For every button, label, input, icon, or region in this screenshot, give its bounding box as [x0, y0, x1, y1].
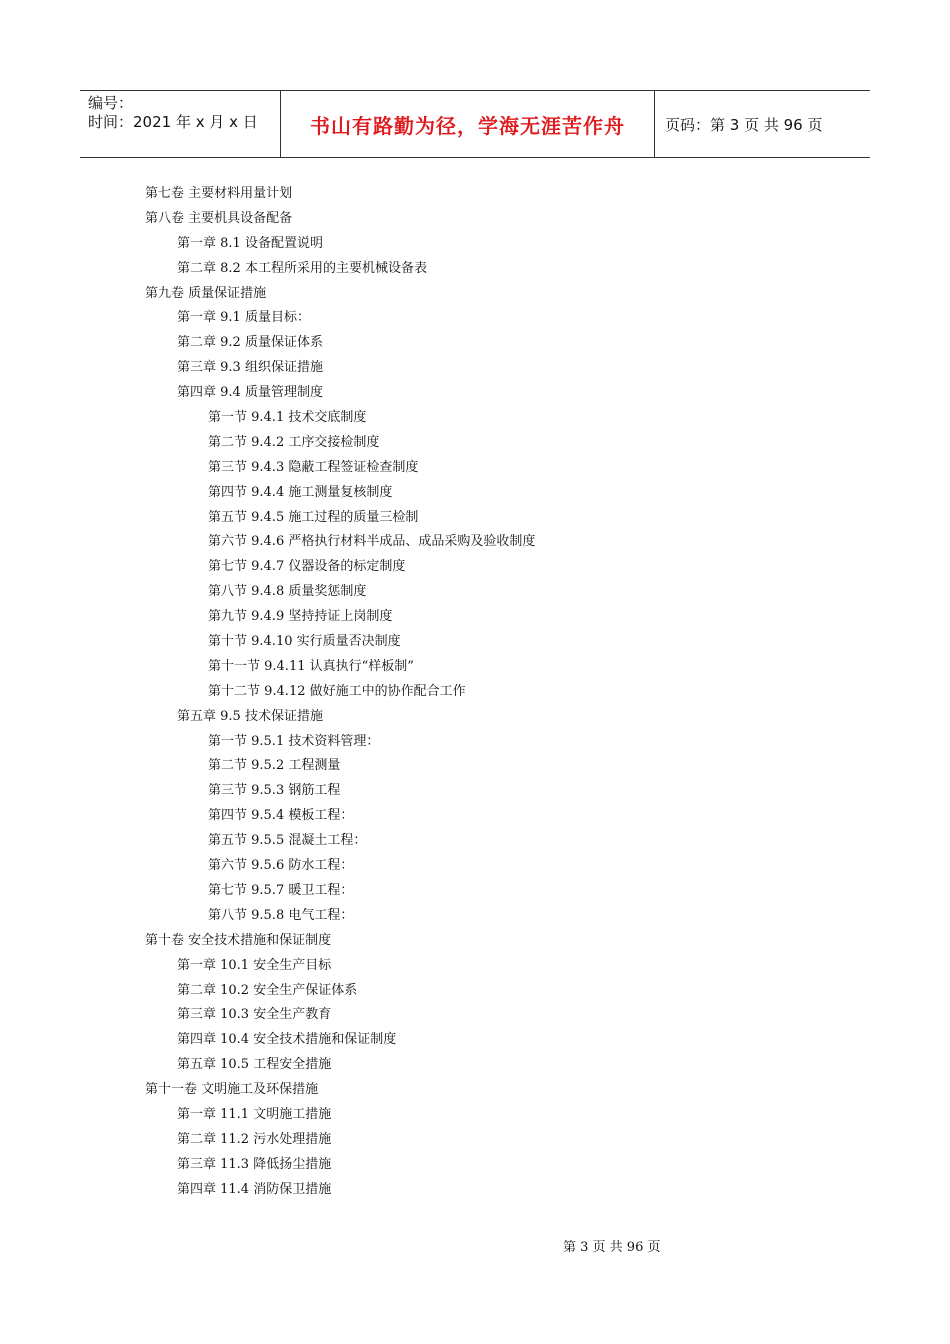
toc-volume-entry[interactable]: 第八卷 主要机具设备配备: [145, 210, 293, 226]
toc-section-entry[interactable]: 第七节 9.4.7 仪器设备的标定制度: [208, 559, 406, 575]
toc-chapter-entry[interactable]: 第一章 9.1 质量目标：: [177, 310, 310, 326]
toc-chapter-entry[interactable]: 第二章 11.2 污水处理措施: [177, 1131, 332, 1147]
toc-section-entry[interactable]: 第七节 9.5.7 暖卫工程：: [208, 882, 354, 898]
toc-section-entry[interactable]: 第九节 9.4.9 坚持持证上岗制度: [208, 609, 393, 625]
header-info-cell: [80, 91, 281, 157]
page-header: [80, 90, 870, 158]
table-of-contents: [0, 182, 950, 1203]
toc-section-entry[interactable]: 第五节 9.4.5 施工过程的质量三检制: [208, 509, 419, 525]
toc-section-entry[interactable]: 第三节 9.5.3 钢筋工程: [208, 783, 341, 799]
toc-section-entry[interactable]: 第一节 9.5.1 技术资料管理：: [208, 733, 380, 749]
toc-section-entry[interactable]: 第一节 9.4.1 技术交底制度: [208, 410, 367, 426]
toc-chapter-entry[interactable]: 第二章 9.2 质量保证体系: [177, 335, 323, 351]
toc-section-entry[interactable]: 第十一节 9.4.11 认真执行“样板制”: [208, 658, 414, 674]
toc-volume-entry[interactable]: 第七卷 主要材料用量计划: [145, 186, 293, 201]
toc-section-entry[interactable]: 第四节 9.4.4 施工测量复核制度: [208, 484, 393, 500]
toc-chapter-entry[interactable]: 第一章 10.1 安全生产目标: [177, 957, 332, 973]
toc-section-entry[interactable]: 第八节 9.4.8 质量奖惩制度: [208, 584, 367, 600]
toc-volume-entry[interactable]: 第十卷 安全技术措施和保证制度: [145, 932, 332, 948]
toc-chapter-entry[interactable]: 第四章 9.4 质量管理制度: [177, 385, 323, 401]
toc-section-entry[interactable]: 第五节 9.5.5 混凝土工程：: [208, 833, 367, 849]
toc-chapter-entry[interactable]: 第四章 11.4 消防保卫措施: [177, 1181, 332, 1197]
toc-chapter-entry[interactable]: 第三章 9.3 组织保证措施: [177, 360, 323, 376]
toc-chapter-entry[interactable]: 第二章 10.2 安全生产保证体系: [177, 982, 358, 998]
toc-section-entry[interactable]: 第六节 9.4.6 严格执行材料半成品、成品采购及验收制度: [208, 534, 536, 550]
toc-volume-entry[interactable]: 第十一卷 文明施工及环保措施: [145, 1082, 319, 1098]
toc-chapter-entry[interactable]: 第三章 11.3 降低扬尘措施: [177, 1156, 332, 1172]
document-time-label: 时间：2021 年 x 月 x 日: [88, 113, 258, 131]
toc-section-entry[interactable]: 第十节 9.4.10 实行质量否决制度: [208, 634, 401, 650]
toc-section-entry[interactable]: 第十二节 9.4.12 做好施工中的协作配合工作: [208, 683, 466, 699]
toc-chapter-entry[interactable]: 第一章 8.1 设备配置说明: [177, 235, 323, 251]
toc-section-entry[interactable]: 第三节 9.4.3 隐蔽工程签证检查制度: [208, 459, 419, 475]
toc-chapter-entry[interactable]: 第一章 11.1 文明施工措施: [177, 1106, 332, 1122]
header-page-info: 页码：第 3 页 共 96 页: [665, 115, 823, 134]
toc-volume-entry[interactable]: 第九卷 质量保证措施: [145, 285, 267, 301]
toc-chapter-entry[interactable]: 第二章 8.2 本工程所采用的主要机械设备表: [177, 260, 427, 276]
toc-chapter-entry[interactable]: 第四章 10.4 安全技术措施和保证制度: [177, 1032, 397, 1048]
toc-section-entry[interactable]: 第八节 9.5.8 电气工程：: [208, 907, 354, 923]
toc-section-entry[interactable]: 第六节 9.5.6 防水工程：: [208, 858, 354, 874]
toc-chapter-entry[interactable]: 第五章 10.5 工程安全措施: [177, 1057, 332, 1073]
toc-section-entry[interactable]: 第二节 9.5.2 工程测量: [208, 758, 341, 774]
toc-section-entry[interactable]: 第四节 9.5.4 模板工程：: [208, 808, 354, 824]
toc-section-entry[interactable]: 第二节 9.4.2 工序交接检制度: [208, 434, 380, 450]
toc-chapter-entry[interactable]: 第三章 10.3 安全生产教育: [177, 1007, 332, 1023]
toc-chapter-entry[interactable]: 第五章 9.5 技术保证措施: [177, 708, 323, 724]
header-motto: 书山有路勤为径，学海无涯苦作舟: [281, 91, 655, 157]
document-number-label: 编号：: [88, 94, 134, 112]
page-footer: 第 3 页 共 96 页: [563, 1240, 661, 1255]
